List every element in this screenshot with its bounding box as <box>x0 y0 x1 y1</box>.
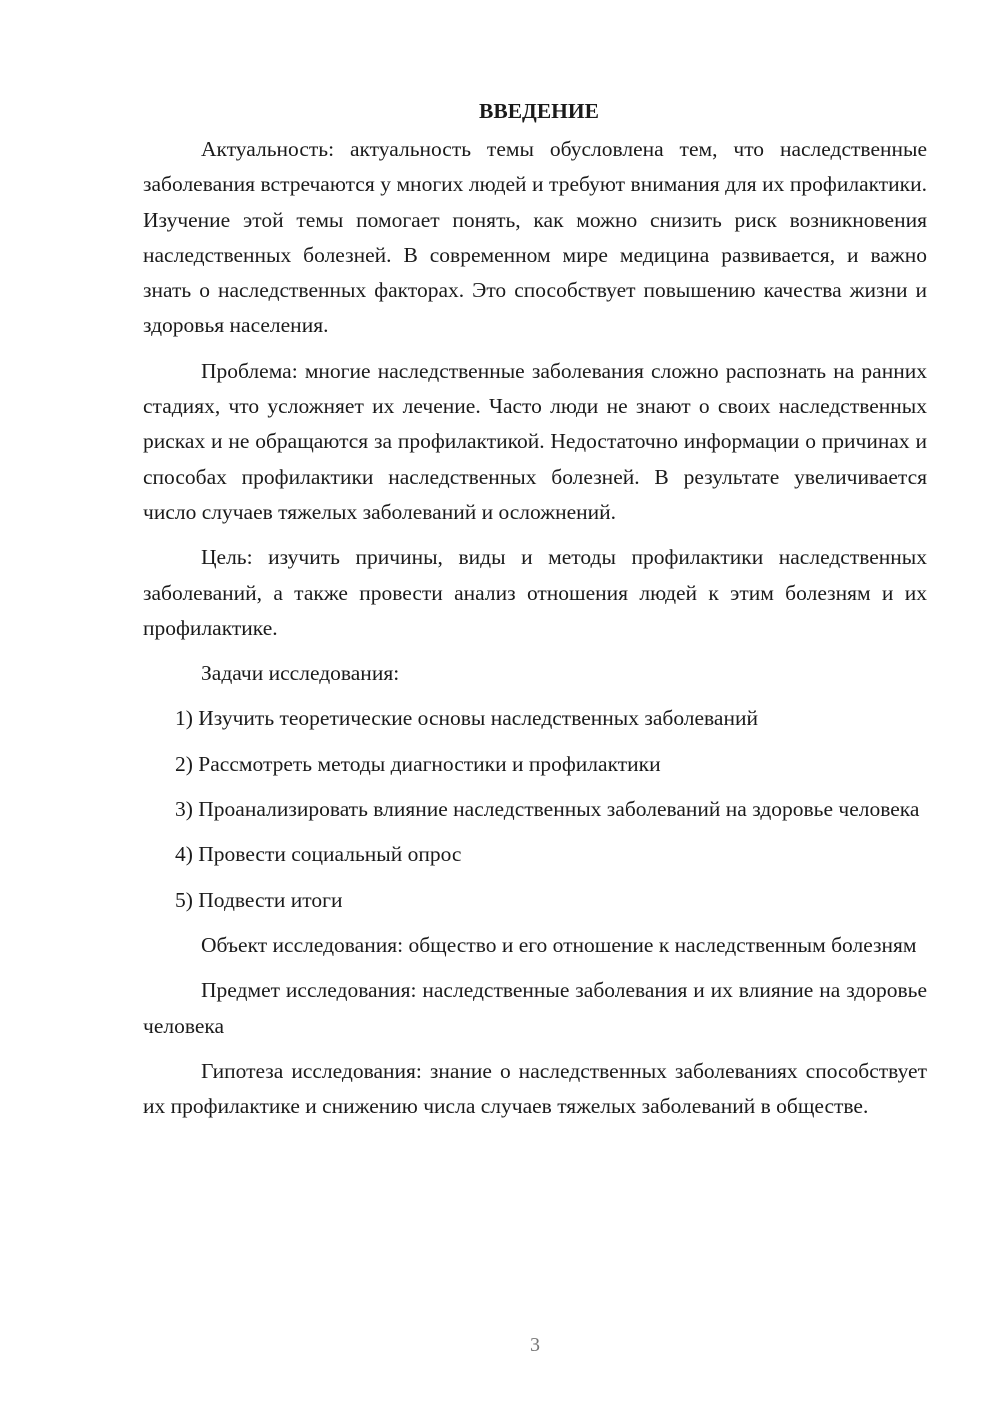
task-item: 5) Подвести итоги <box>175 887 343 912</box>
relevance-paragraph: Актуальность: актуальность темы обусловлена тем, что наследственные заболевания встречаются у многих людей и требуют внимания для их профилактики. Изучение этой темы помогает понять, как можно снизить риск возникновения наследственных болезней. В современном мире медицина развивается, и важно знать о наследственных факторах. Это способствует повышению качества жизни и здоровья населения. <box>143 137 927 338</box>
tasks-heading: Задачи исследования: <box>201 661 400 686</box>
page-title: ВВЕДЕНИЕ <box>479 99 599 123</box>
task-item: 2) Рассмотреть методы диагностики и профилактики <box>175 751 661 776</box>
goal-paragraph: Цель: изучить причины, виды и методы профилактики наследственных заболеваний, а также провести анализ отношения людей к этим болезням и их профилактике. <box>143 545 927 640</box>
object-paragraph: Объект исследования: общество и его отношение к наследственным болезням <box>201 932 917 957</box>
page-content <box>143 96 927 1134</box>
hypothesis-paragraph: Гипотеза исследования: знание о наследственных заболеваниях способствует их профилактике и снижению числа случаев тяжелых заболеваний в обществе. <box>143 1058 927 1119</box>
problem-paragraph: Проблема: многие наследственные заболевания сложно распознать на ранних стадиях, что усложняет их лечение. Часто люди не знают о своих наследственных рисках и не обращаются за профилактикой. Недостаточно информации о причинах и способах профилактики наследственных болезней. В результате увеличивается число случаев тяжелых заболеваний и осложнений. <box>143 358 927 524</box>
task-item: 4) Провести социальный опрос <box>175 842 462 867</box>
task-item: 3) Проанализировать влияние наследственных заболеваний на здоровье человека <box>175 797 920 822</box>
task-item: 1) Изучить теоретические основы наследственных заболеваний <box>175 706 758 731</box>
subject-paragraph: Предмет исследования: наследственные заболевания и их влияние на здоровье человека <box>143 978 927 1038</box>
page-number: 3 <box>530 1334 540 1356</box>
